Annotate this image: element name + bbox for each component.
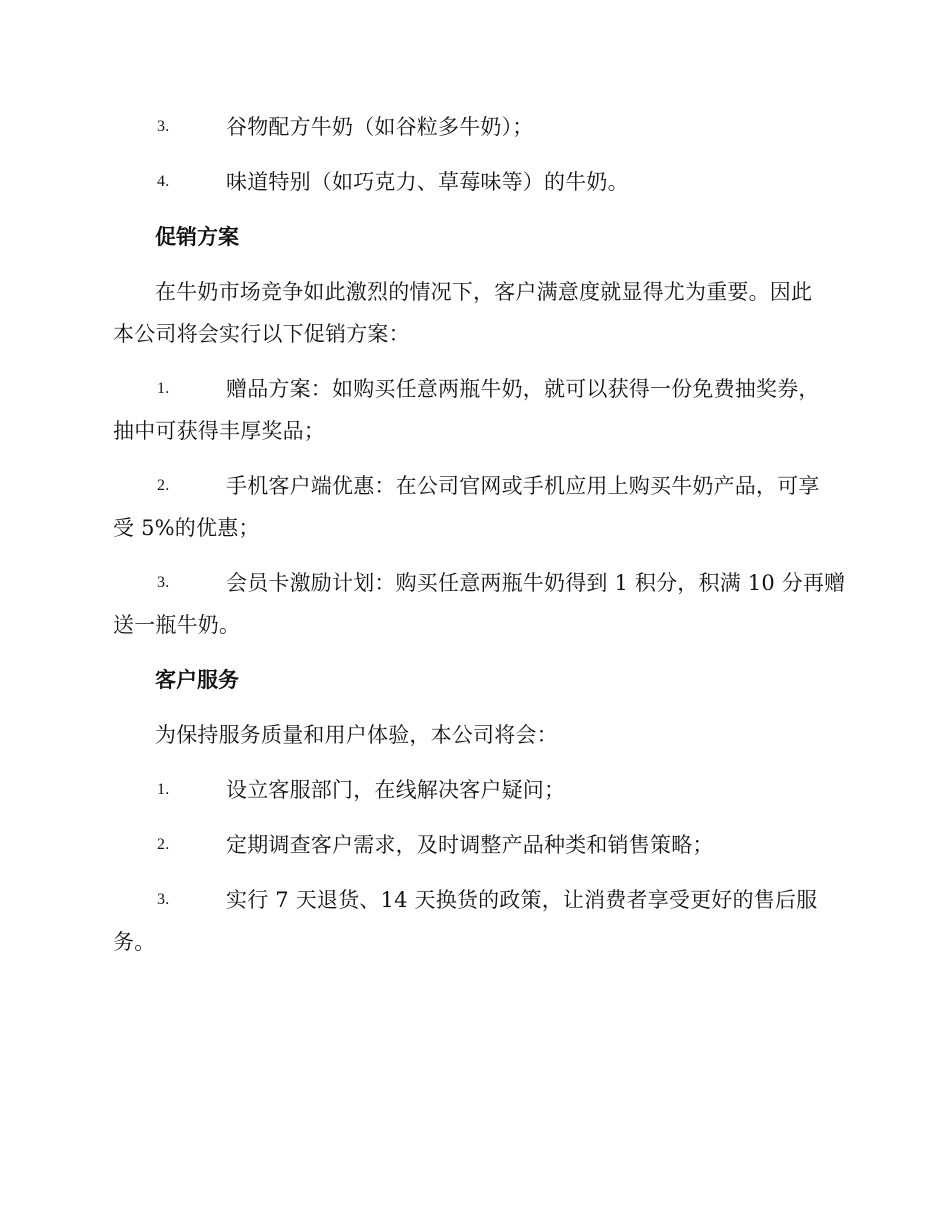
list-item	[113, 368, 838, 452]
section-heading-service: 客户服务	[155, 668, 239, 692]
service-intro-paragraph	[113, 714, 838, 756]
list-text: 手机客户端优惠：在公司官网或手机应用上购买牛奶产品，可享	[226, 474, 820, 498]
list-number: 2.	[157, 477, 170, 494]
list-item	[113, 879, 838, 963]
list-text: 实行 7 天退货、14 天换货的政策，让消费者享受更好的售后服	[226, 888, 818, 912]
list-number: 3.	[157, 574, 170, 591]
list-item	[113, 465, 838, 549]
list-number: 4.	[157, 173, 170, 190]
list-text: 定期调查客户需求，及时调整产品种类和销售策略；	[226, 833, 714, 857]
list-number: 1.	[157, 781, 170, 798]
list-number: 2.	[157, 836, 170, 853]
list-text: 设立客服部门，在线解决客户疑问；	[226, 778, 566, 802]
paragraph-line: 在牛奶市场竞争如此激烈的情况下，客户满意度就显得尤为重要。因此	[155, 280, 813, 304]
list-number: 3.	[157, 891, 170, 908]
list-text: 赠品方案：如购买任意两瓶牛奶，就可以获得一份免费抽奖券，	[226, 377, 820, 401]
paragraph-line: 本公司将会实行以下促销方案：	[113, 322, 410, 346]
list-item	[113, 769, 838, 811]
list-item	[113, 562, 846, 646]
list-item	[113, 824, 838, 866]
list-text: 抽中可获得丰厚奖品；	[113, 419, 325, 443]
list-text: 会员卡激励计划：购买任意两瓶牛奶得到 1 积分，积满 10 分再赠	[226, 571, 846, 595]
list-number: 3.	[157, 118, 170, 135]
list-text: 送一瓶牛奶。	[113, 613, 241, 637]
list-text: 务。	[113, 930, 156, 954]
list-text: 受 5%的优惠；	[113, 516, 260, 540]
list-item	[113, 161, 838, 203]
list-text: 谷物配方牛奶（如谷粒多牛奶）；	[226, 115, 534, 139]
promo-intro-paragraph	[113, 271, 838, 355]
list-item	[113, 106, 838, 148]
list-number: 1.	[157, 380, 170, 397]
section-heading-promo: 促销方案	[155, 225, 239, 249]
list-text: 味道特别（如巧克力、草莓味等）的牛奶。	[226, 170, 629, 194]
paragraph-line: 为保持服务质量和用户体验，本公司将会：	[155, 723, 558, 747]
